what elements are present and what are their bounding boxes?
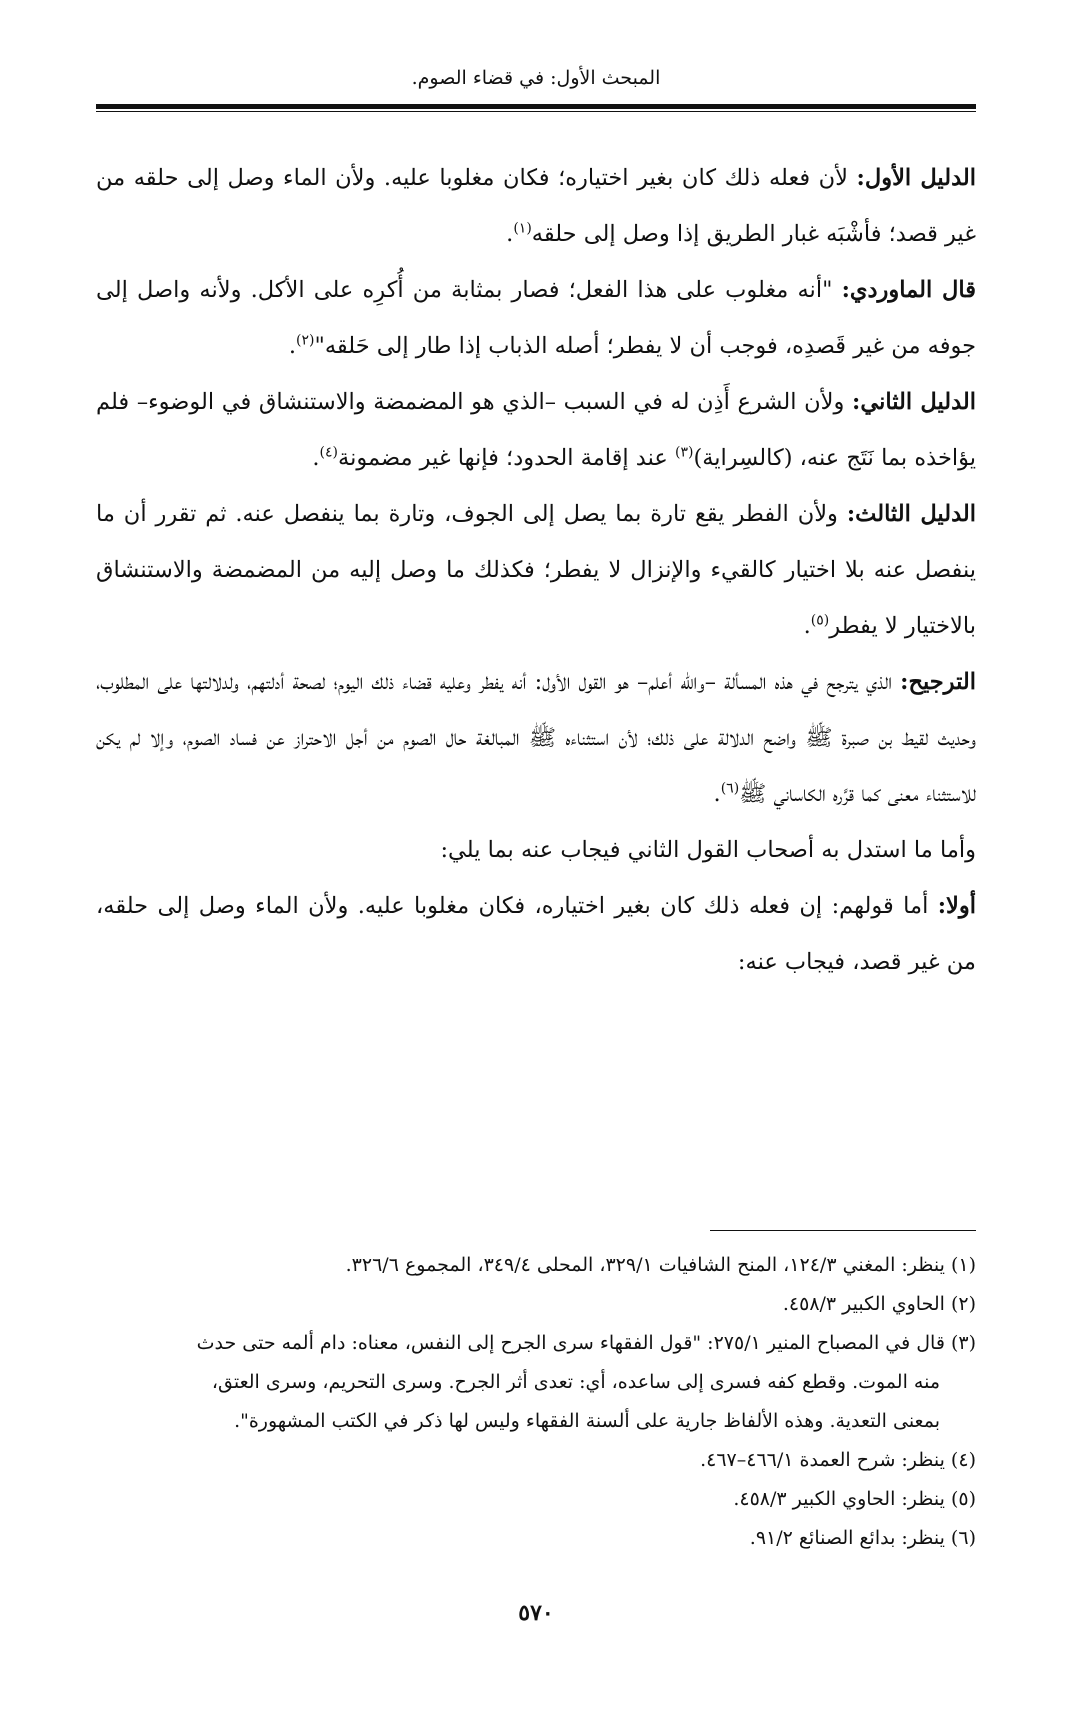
paragraph-lead: أولا:: [937, 893, 976, 919]
paragraph-lead: الدليل الثاني:: [852, 389, 977, 415]
paragraph-third-evidence: الدليل الثالث: ولأن الفطر يقع تارة بما يصل إلى الجوف، وتارة بما ينفصل عنه. ثم تقرر أن ما ينفصل عنه بلا اختيار كالقيء والإنزال لا يفطر؛ فكذلك ما وصل إليه من المضمضة والاستنشاق بالاختيار لا يفطر$^{(٥)}$.: [96, 501, 976, 639]
running-header: المبحث الأول: في قضاء الصوم.: [411, 67, 661, 89]
header-rule: [96, 104, 976, 109]
footnote-1: (١) ينظر: المغني ١٢٤/٣، المنح الشافيات ٣٢٩/١، المحلى ٣٤٩/٤، المجموع ٣٢٦/٦.: [345, 1254, 976, 1276]
footnote-ref: (١): [513, 220, 532, 237]
footnote-ref: (٥): [810, 612, 830, 629]
footnote-6: (٦) ينظر: بدائع الصنائع ٩١/٢.: [749, 1527, 976, 1549]
paragraph-lead: الدليل الأول:: [856, 165, 976, 191]
footnote-ref: (٣): [674, 444, 694, 461]
footnote-ref: (٦): [720, 780, 740, 797]
body-text: [96, 150, 976, 990]
paragraph-preponderance: الترجيح: الذي يترجح في هذه المسألة –والله أعلم– هو القول الأول: أنه يفطر وعليه قضاء ذلك اليوم؛ لصحة أدلتهم، ولدلالتها على المطلوب، وحديث لقيط بن صبرة ﷺ واضح الدلالة على ذلك؛ لأن استثناءه ﷺ المبالغة حال الصوم من أجل الاحتراز عن فساد الصوم، وإلا لم يكن للاستثناء معنى كما قرَّره الكاساني ﷺ$^{(٦)}$.: [96, 669, 976, 807]
paragraph-firstly: أولا: أما قولهم: إن فعله ذلك كان بغير اختياره، فكان مغلوبا عليه. ولأن الماء وصل إلى حلقه، من غير قصد، فيجاب عنه:: [96, 893, 976, 975]
paragraph-mawardi: قال الماوردي: "أنه مغلوب على هذا الفعل؛ فصار بمثابة من أُكرِه على الأكل. ولأنه واصل إلى جوفه من غير قَصدِه، فوجب أن لا يفطر؛ أصله الذباب إذا طار إلى حَلقه"$^{(٢)}$.: [96, 277, 977, 359]
footnote-4: (٤) ينظر: شرح العمدة ٤٦٦/١–٤٦٧.: [700, 1449, 976, 1471]
paragraph-second-evidence: الدليل الثاني: ولأن الشرع أَذِن له في السبب –الذي هو المضمضة والاستنشاق في الوضوء– فلم يؤاخذه بما نَتَج عنه، (كالسِراية)$^{(٣)}$ عند إقامة الحدود؛ فإنها غير مضمونة$^{(٤)}$.: [96, 389, 977, 471]
footnote-3: (٣) قال في المصباح المنير ٢٧٥/١: "قول الفقهاء سرى الجرح إلى النفس، معناه: دام ألمه حتى حدث: [196, 1332, 976, 1354]
footnote-ref: (٢): [296, 332, 315, 349]
footnote-2: (٢) الحاوي الكبير ٤٥٨/٣.: [782, 1293, 976, 1315]
paragraph-first-evidence: الدليل الأول: لأن فعله ذلك كان بغير اختياره؛ فكان مغلوبا عليه. ولأن الماء وصل إلى حلقه من غير قصد؛ فأشْبَه غبار الطريق إذا وصل إلى حلقه$^{(١)}$.: [96, 165, 976, 247]
paragraph-lead: قال الماوردي:: [841, 277, 977, 303]
page-number: ٥٧٠: [518, 1600, 554, 1626]
footnote-3-continued: بمعنى التعدية. وهذه الألفاظ جارية على ألسنة الفقهاء وليس لها ذكر في الكتب المشهورة".: [234, 1410, 940, 1432]
footnote-ref: (٤): [319, 444, 338, 461]
paragraph-lead: الترجيح:: [900, 669, 976, 695]
header-rule-thin: [96, 111, 976, 112]
paragraph-lead: الدليل الثالث:: [846, 501, 976, 527]
footnote-rule: [710, 1230, 976, 1231]
footnote-5: (٥) ينظر: الحاوي الكبير ٤٥٨/٣.: [733, 1488, 976, 1510]
paragraph-response-intro: وأما ما استدل به أصحاب القول الثاني فيجاب عنه بما يلي:: [440, 837, 976, 863]
footnote-3-continued: منه الموت. وقطع كفه فسرى إلى ساعده، أي: تعدى أثر الجرح. وسرى التحريم، وسرى العتق،: [211, 1371, 940, 1393]
footnotes: [96, 1246, 976, 1558]
